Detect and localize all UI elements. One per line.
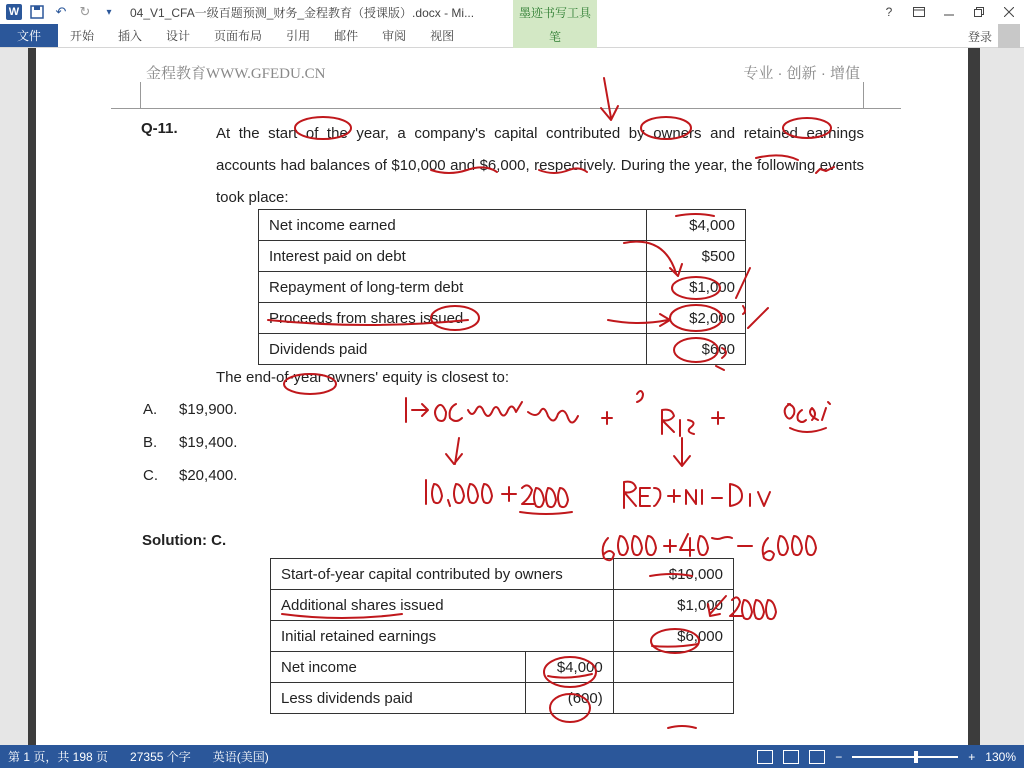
option-letter: B.	[143, 434, 158, 451]
status-bar	[0, 745, 1024, 768]
zoom-out-icon[interactable]: −	[835, 749, 843, 764]
event-label: Dividends paid	[259, 334, 647, 365]
option-text: $19,900.	[179, 401, 238, 418]
solution-amount: $6,000	[613, 621, 733, 652]
language[interactable]: 英语(美国)	[212, 750, 269, 764]
event-amount: $4,000	[647, 210, 746, 241]
print-layout-icon[interactable]	[783, 750, 799, 764]
option-text: $20,400.	[179, 467, 238, 484]
table-row	[271, 683, 734, 714]
solution-amount: $10,000	[613, 559, 733, 590]
sign-in-link[interactable]: 登录	[967, 30, 992, 44]
question-number: Q-11.	[141, 120, 178, 137]
tab-insert[interactable]: 插入	[118, 29, 143, 43]
solution-label-cell: Start-of-year capital contributed by owners	[271, 559, 614, 590]
header-right: 专业 · 创新 · 增值	[743, 65, 860, 82]
tab-review[interactable]: 审阅	[382, 29, 407, 43]
question-text: At the start of the year, a company's capital contributed by owners and retained earnings accounts had balances of $10,000 and $6,000, respectively. During the year, the following events took place:	[216, 125, 864, 206]
window-controls	[874, 0, 1024, 24]
table-row	[259, 210, 746, 241]
status-bar-right	[757, 745, 1016, 768]
option-b	[143, 434, 237, 451]
tab-home[interactable]: 开始	[70, 29, 95, 43]
tab-view[interactable]: 视图	[430, 29, 455, 43]
quick-access-toolbar	[0, 3, 118, 21]
question-prompt: The end-of-year owners' equity is closest to:	[216, 369, 509, 386]
event-amount: $600	[647, 334, 746, 365]
ribbon-display-icon[interactable]	[904, 0, 934, 24]
tab-pen[interactable]: 笔	[513, 24, 597, 48]
table-row	[271, 621, 734, 652]
event-amount: $500	[647, 241, 746, 272]
read-mode-icon[interactable]	[757, 750, 773, 764]
help-icon[interactable]: ?	[885, 5, 893, 19]
zoom-level[interactable]: 130%	[985, 749, 1016, 764]
table-row	[271, 559, 734, 590]
restore-icon[interactable]	[964, 0, 994, 24]
ink-tools-group-label: 墨迹书写工具	[513, 0, 597, 24]
option-text: $19,400.	[179, 434, 238, 451]
solution-label-cell: Net income	[271, 652, 526, 683]
table-row	[259, 334, 746, 365]
avatar[interactable]	[998, 24, 1020, 48]
save-icon[interactable]	[28, 3, 46, 21]
events-table	[258, 209, 746, 365]
undo-icon[interactable]: ↶	[55, 4, 67, 19]
solution-amount: $1,000	[613, 590, 733, 621]
document-area	[0, 48, 1024, 745]
event-label: Proceeds from shares issued	[259, 303, 647, 334]
solution-label: Solution: C.	[142, 532, 227, 549]
event-label: Net income earned	[259, 210, 647, 241]
event-label: Interest paid on debt	[259, 241, 647, 272]
word-icon[interactable]: W	[6, 4, 22, 20]
left-margin-bar	[28, 48, 36, 745]
tab-design[interactable]: 设计	[166, 29, 191, 43]
zoom-in-icon[interactable]: +	[968, 749, 976, 764]
option-a	[143, 401, 237, 418]
page-count[interactable]: 第 1 页，共 198 页	[8, 750, 109, 764]
title-bar	[0, 0, 1024, 24]
option-c	[143, 467, 237, 484]
table-row	[271, 652, 734, 683]
event-amount: $1,000	[647, 272, 746, 303]
tab-page-layout[interactable]: 页面布局	[214, 29, 263, 43]
solution-label-cell: Initial retained earnings	[271, 621, 614, 652]
event-amount: $2,000	[647, 303, 746, 334]
table-row	[259, 272, 746, 303]
header-rule	[111, 108, 901, 109]
table-row	[271, 590, 734, 621]
header-corner-right	[863, 82, 864, 109]
header-left: 金程教育WWW.GFEDU.CN	[146, 66, 326, 82]
tab-mailings[interactable]: 邮件	[334, 29, 359, 43]
solution-amount	[613, 652, 733, 683]
tab-references[interactable]: 引用	[286, 29, 311, 43]
minimize-icon[interactable]	[934, 0, 964, 24]
document-page[interactable]	[36, 48, 968, 745]
zoom-slider[interactable]	[852, 756, 958, 758]
zoom-slider-thumb[interactable]	[914, 751, 918, 763]
solution-label-cell: Less dividends paid	[271, 683, 526, 714]
option-letter: A.	[143, 401, 158, 418]
document-title: 04_V1_CFA一级百题预测_财务_金程教育（授课版）.docx - Mi...	[130, 5, 475, 20]
close-icon[interactable]	[994, 0, 1024, 24]
customize-toolbar-icon[interactable]: ▾	[106, 6, 112, 18]
solution-label-cell: Additional shares issued	[271, 590, 614, 621]
tab-file[interactable]: 文件	[0, 24, 58, 47]
option-letter: C.	[143, 467, 158, 484]
ribbon-tabs	[0, 24, 1024, 48]
redo-icon[interactable]: ↻	[79, 4, 91, 19]
event-label: Repayment of long-term debt	[259, 272, 647, 303]
table-row	[259, 303, 746, 334]
right-margin-bar	[968, 48, 980, 745]
table-row	[259, 241, 746, 272]
solution-amount	[613, 683, 733, 714]
solution-table	[270, 558, 734, 714]
header-corner-left	[140, 82, 141, 109]
word-count[interactable]: 27355 个字	[130, 750, 191, 764]
solution-mid: $4,000	[525, 652, 613, 683]
web-layout-icon[interactable]	[809, 750, 825, 764]
solution-mid: (600)	[525, 683, 613, 714]
